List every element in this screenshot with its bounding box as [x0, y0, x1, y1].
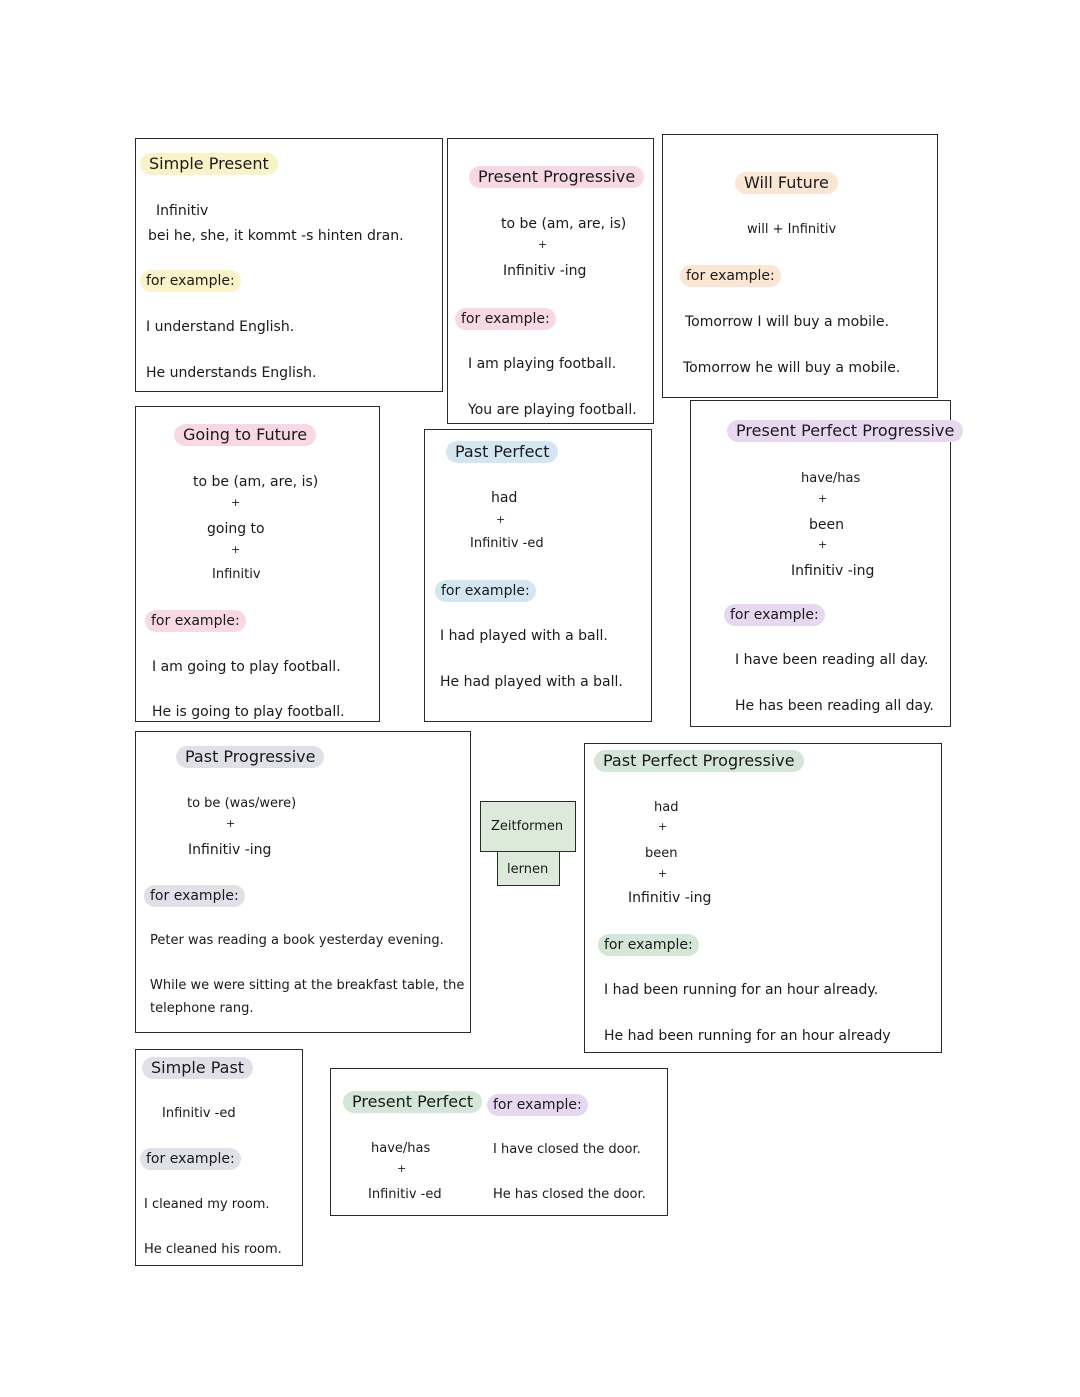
- example-sentence: I am going to play football.: [152, 659, 341, 675]
- center-subtitle-box: [497, 851, 560, 886]
- example-sentence: Peter was reading a book yesterday evening.: [150, 933, 444, 948]
- card-past-progressive: [135, 731, 471, 1033]
- plus-sign: +: [496, 513, 506, 526]
- rule-text: Infinitiv: [212, 567, 261, 582]
- example-sentence: He had been running for an hour already: [604, 1028, 891, 1044]
- rule-text: will + Infinitiv: [747, 222, 837, 237]
- plus-sign: +: [818, 538, 828, 551]
- rule-text: have/has: [801, 471, 861, 486]
- rule-text: had: [491, 490, 518, 506]
- rule-text: bei he, she, it kommt -s hinten dran.: [148, 228, 404, 244]
- rule-text: Infinitiv -ed: [162, 1106, 236, 1121]
- example-label: for example:: [140, 270, 241, 292]
- card-present-progressive: [447, 138, 654, 424]
- example-label: for example:: [598, 934, 699, 956]
- card-title: Present Perfect Progressive: [727, 420, 963, 442]
- rule-text: Infinitiv: [156, 203, 209, 219]
- example-sentence: Tomorrow I will buy a mobile.: [685, 314, 889, 330]
- card-present-perfect: [330, 1068, 668, 1216]
- card-title: Going to Future: [174, 424, 316, 446]
- rule-text: have/has: [371, 1141, 431, 1156]
- example-sentence: Tomorrow he will buy a mobile.: [683, 360, 901, 376]
- example-sentence: telephone rang.: [150, 1001, 254, 1016]
- example-sentence: He has closed the door.: [493, 1187, 646, 1202]
- card-simple-present: [135, 138, 443, 392]
- example-sentence: I had played with a ball.: [440, 628, 608, 644]
- card-title: Simple Present: [140, 153, 278, 175]
- center-title-box: [480, 801, 576, 852]
- card-will-future: [662, 134, 938, 398]
- card-present-perfect-progressive: [690, 400, 955, 727]
- card-past-perfect: [424, 429, 652, 722]
- rule-text: had: [654, 800, 679, 815]
- rule-text: Infinitiv -ed: [470, 536, 544, 551]
- example-sentence: I understand English.: [146, 319, 295, 335]
- card-title: Past Perfect: [446, 441, 558, 463]
- center-title: Zeitformen: [491, 819, 564, 834]
- center-subtitle: lernen: [507, 862, 549, 877]
- rule-text: going to: [207, 521, 265, 537]
- example-sentence: I had been running for an hour already.: [604, 982, 879, 998]
- card-title: Present Perfect: [343, 1091, 482, 1113]
- rule-text: to be (am, are, is): [193, 474, 319, 490]
- rule-text: to be (was/were): [187, 796, 297, 811]
- example-sentence: I have been reading all day.: [735, 652, 929, 668]
- plus-sign: +: [658, 820, 668, 833]
- card-title: Simple Past: [142, 1057, 253, 1079]
- example-label: for example:: [455, 308, 556, 330]
- example-sentence: He has been reading all day.: [735, 698, 934, 714]
- plus-sign: +: [226, 817, 236, 830]
- example-sentence: While we were sitting at the breakfast table, the: [150, 978, 465, 993]
- example-sentence: I am playing football.: [468, 356, 617, 372]
- plus-sign: +: [397, 1162, 407, 1175]
- rule-text: Infinitiv -ing: [791, 563, 875, 579]
- plus-sign: +: [231, 543, 241, 556]
- example-sentence: He cleaned his room.: [144, 1242, 282, 1257]
- example-label: for example:: [140, 1148, 241, 1170]
- plus-sign: +: [818, 492, 828, 505]
- rule-text: Infinitiv -ing: [503, 263, 587, 279]
- plus-sign: +: [231, 496, 241, 509]
- example-sentence: You are playing football.: [468, 402, 637, 418]
- card-simple-past: [135, 1049, 303, 1266]
- card-title: Present Progressive: [469, 166, 644, 188]
- example-label: for example:: [487, 1094, 588, 1116]
- example-label: for example:: [145, 610, 246, 632]
- card-title: Past Perfect Progressive: [594, 750, 804, 772]
- example-sentence: I have closed the door.: [493, 1142, 641, 1157]
- card-title: Past Progressive: [176, 746, 324, 768]
- rule-text: been: [645, 846, 678, 861]
- plus-sign: +: [538, 238, 548, 251]
- example-label: for example:: [435, 580, 536, 602]
- rule-text: Infinitiv -ing: [628, 890, 712, 906]
- rule-text: Infinitiv -ing: [188, 842, 272, 858]
- example-label: for example:: [724, 604, 825, 626]
- example-sentence: He understands English.: [146, 365, 317, 381]
- rule-text: to be (am, are, is): [501, 216, 627, 232]
- plus-sign: +: [658, 867, 668, 880]
- rule-text: been: [809, 517, 844, 533]
- card-going-to-future: [135, 406, 380, 722]
- rule-text: Infinitiv -ed: [368, 1187, 442, 1202]
- card-past-perfect-progressive: [584, 743, 942, 1053]
- example-label: for example:: [680, 265, 781, 287]
- example-sentence: He had played with a ball.: [440, 674, 623, 690]
- example-sentence: I cleaned my room.: [144, 1197, 270, 1212]
- card-title: Will Future: [735, 172, 838, 194]
- example-label: for example:: [144, 885, 245, 907]
- example-sentence: He is going to play football.: [152, 704, 345, 720]
